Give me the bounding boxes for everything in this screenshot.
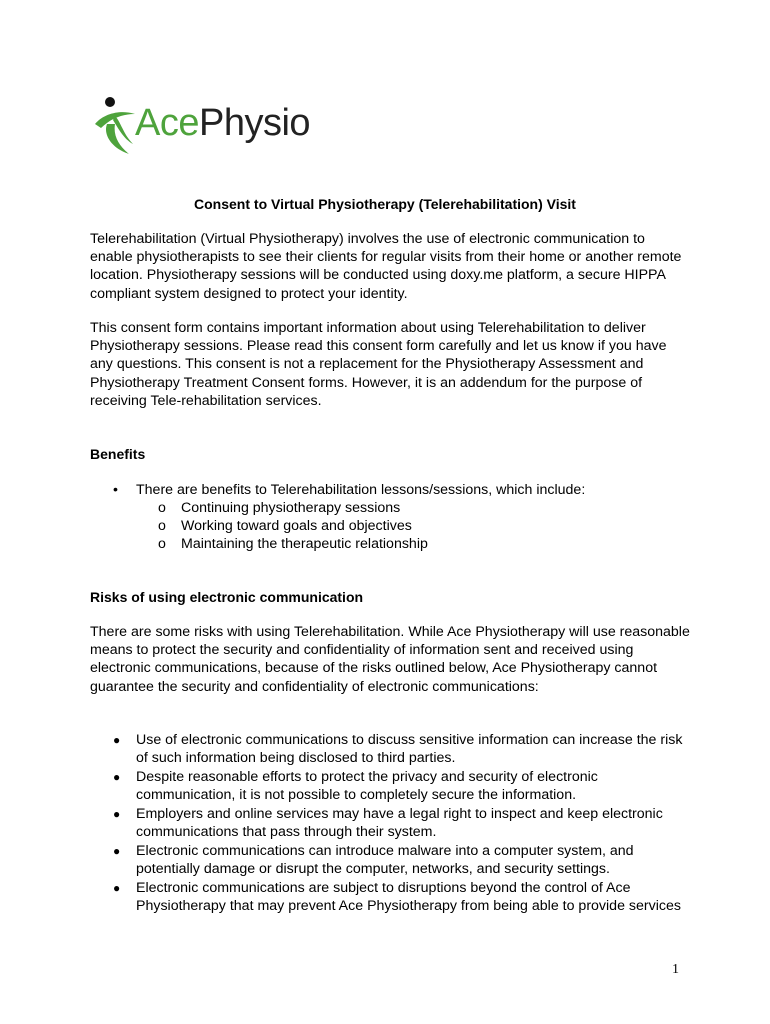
document-title: Consent to Virtual Physiotherapy (Telerehabilitation) Visit — [194, 196, 576, 212]
benefit-item-text: Continuing physiotherapy sessions — [181, 500, 401, 516]
intro-paragraph-2: This consent form contains important information about using Telerehabilitation to deliver Physiotherapy sessions. Please read this consent form carefully and let us know if you have any questions. This consent is not a replacement for the Physiotherapy Assessment and Physiotherapy Treatment Consent forms. However, it is an addendum for the purpose of receiving Tele-rehabilitation services. — [90, 320, 667, 409]
logo-wordmark — [135, 100, 310, 146]
risks-heading: Risks of using electronic communication — [90, 589, 364, 605]
bullet-marker: ● — [113, 844, 121, 858]
risk-item-text: Use of electronic communications to discuss sensitive information can increase the risk of such information being disclosed to third parties. — [136, 732, 683, 767]
risk-item — [113, 731, 683, 767]
benefits-intro: There are benefits to Telerehabilitation lessons/sessions, which include: — [136, 482, 586, 498]
sub-bullet-marker: o — [158, 500, 166, 516]
risk-item-text: Employers and online services may have a legal right to inspect and keep electronic communications that pass through their system. — [136, 806, 663, 841]
risk-item-text: Electronic communications can introduce malware into a computer system, and potentially damage or disrupt the computer, networks, and security settings. — [136, 843, 634, 878]
acephysio-logo — [93, 94, 323, 156]
bullet-marker: ● — [113, 881, 121, 895]
risk-item — [113, 879, 683, 915]
risk-item — [113, 805, 683, 841]
bullet-marker: • — [113, 482, 118, 498]
sub-bullet-marker: o — [158, 536, 166, 552]
intro-paragraph-1: Telerehabilitation (Virtual Physiotherapy) involves the use of electronic communication to enable physiotherapists to see their clients for regular visits from their home or another remote location. Physiotherapy sessions will be conducted using doxy.me platform, a secure HIPPA compliant system designed to protect your identity. — [90, 231, 682, 302]
benefits-heading: Benefits — [90, 446, 146, 462]
logo-word-ace: Ace — [135, 102, 199, 144]
benefit-item-text: Working toward goals and objectives — [181, 518, 412, 534]
bullet-marker: ● — [113, 770, 121, 784]
logo-word-physio: Physio — [198, 102, 311, 144]
risk-item — [113, 842, 683, 878]
sub-bullet-marker: o — [158, 518, 166, 534]
benefit-item-text: Maintaining the therapeutic relationship — [181, 536, 428, 552]
risk-item — [113, 768, 683, 804]
risk-item-text: Electronic communications are subject to disruptions beyond the control of Ace Physiotherapy that may prevent Ace Physiotherapy from being able to provide services — [136, 880, 681, 915]
bullet-marker: ● — [113, 807, 121, 821]
bullet-marker: ● — [113, 733, 121, 747]
logo-swoosh-icon — [93, 94, 137, 156]
risk-item-text: Despite reasonable efforts to protect the privacy and security of electronic communication, it is not possible to completely secure the information. — [136, 769, 598, 804]
risks-intro: There are some risks with using Telerehabilitation. While Ace Physiotherapy will use reasonable means to protect the security and confidentiality of information sent and received using electronic communications, because of the risks outlined below, Ace Physiotherapy cannot guarantee the security and confidentiality of electronic communications: — [90, 624, 690, 695]
page-number: 1 — [672, 962, 679, 977]
